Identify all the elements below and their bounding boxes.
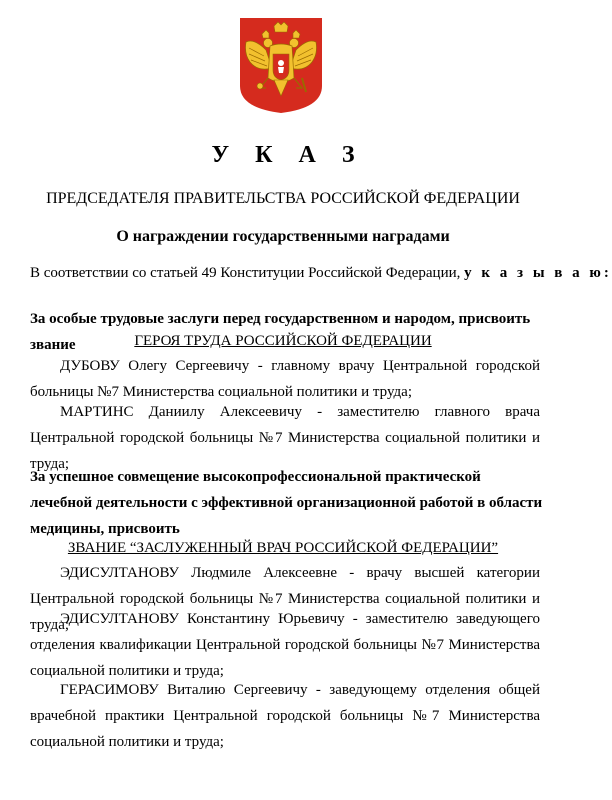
section2-intro: За успешное совмещение высокопрофессиональной практической лечебной деятельности с эффективной организационной работой в области медицины, присвоить	[30, 469, 543, 537]
recipient-paragraph: ЭДИСУЛТАНОВУ Людмиле Алексеевне - врачу высшей категории Центральной городской больницы №7 Министерства социальной политики и труда;	[30, 565, 540, 633]
section2-award	[0, 537, 566, 559]
section1-award-text: ГЕРОЯ ТРУДА РОССИЙСКОЙ ФЕДЕРАЦИИ	[134, 333, 432, 349]
section1-intro: За особые трудовые заслуги перед государственном и народом, присвоить звание	[30, 311, 531, 353]
preamble-text: В соответствии со статьей 49 Конституции Российской Федерации,	[30, 265, 465, 281]
russian-coat-of-arms-icon	[238, 16, 324, 115]
decree-issuer: ПРЕДСЕДАТЕЛЯ ПРАВИТЕЛЬСТВА РОССИЙСКОЙ ФЕДЕРАЦИИ	[46, 190, 520, 207]
preamble	[30, 262, 612, 284]
recipient-paragraph: ДУБОВУ Олегу Сергеевичу - главному врачу Центральной городской больницы №7 Министерства социальной политики и труда;	[30, 358, 540, 400]
recipient-paragraph: ЭДИСУЛТАНОВУ Константину Юрьевичу - заместителю заведующего отделения квалификации Центральной городской больницы №7 Министерства социальной политики и труда;	[30, 611, 540, 679]
decree-subject: О награждении государственными наградами	[116, 228, 450, 245]
recipient-paragraph: МАРТИНС Даниилу Алексеевичу - заместителю главного врача Центральной городской больницы №7 Министерства социальной политики и труда;	[30, 404, 540, 472]
section1-award	[0, 330, 566, 352]
decree-title: У К А З	[211, 142, 365, 168]
recipient-paragraph: ГЕРАСИМОВУ Виталию Сергеевичу - заведующему отделения общей врачебной практики Центральной городской больницы №7 Министерства социальной политики и труда;	[30, 682, 540, 750]
decree-word: у к а з ы в а ю:	[464, 265, 612, 281]
section2-award-text: ЗВАНИЕ “ЗАСЛУЖЕННЫЙ ВРАЧ РОССИЙСКОЙ ФЕДЕРАЦИИ”	[67, 540, 499, 556]
